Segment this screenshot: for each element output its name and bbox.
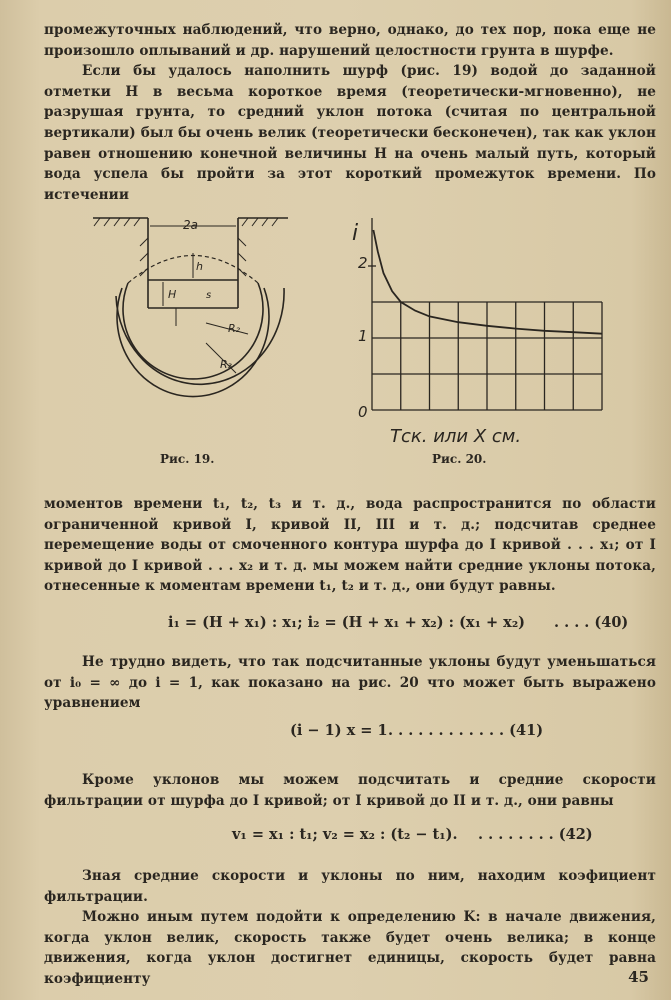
- label-width: 2a: [183, 218, 198, 232]
- equation-41-number: . . . . . . . . . . . . (41): [388, 722, 544, 739]
- label-R3: R₃: [220, 358, 233, 371]
- label-R2: R₂: [228, 322, 241, 335]
- figure-19-pit-diagram: [88, 208, 298, 448]
- figure-19-caption: Рис. 19.: [160, 452, 215, 466]
- y-tick-label: 2: [358, 254, 368, 272]
- text-block-middle: [44, 494, 656, 597]
- label-s: s: [206, 290, 212, 301]
- paragraph: Если бы удалось наполнить шурф (рис. 19) водой до заданной отметки H в весьма короткое время (теоретически-мгновенно), не разрушая грунта, то средний уклон потока (считая по центральной вертикали) был бы очень велик (теоретически бесконечен), так как уклон равен отношению конечной величины H на очень малый путь, который вода успела бы пройти за этот короткий промежуток времени. По истечении: [44, 63, 656, 203]
- paragraph: Можно иным путем подойти к определению K: в начале движения, когда уклон велик, скорость также будет очень велика; в конце движения, когда уклон достигнет единицы, скорость будет равна коэфициенту: [44, 909, 656, 987]
- paragraph: моментов времени t₁, t₂, t₃ и т. д., вода распространится по области ограниченной кривой I, кривой II, III и т. д.; подсчитав среднее перемещение воды от смоченного контура шурфа до I кривой . . . x₁; от I кривой до I кривой . . . x₂ и т. д. мы можем найти средние уклоны потока, отнесенные к моментам времени t₁, t₂ и т. д., они будут равны.: [44, 496, 656, 595]
- page-number: 45: [628, 968, 649, 986]
- text-block-top: [44, 20, 656, 205]
- equation-41: (i − 1) x = 1: [290, 722, 388, 739]
- equation-40: i₁ = (H + x₁) : x₁; i₂ = (H + x₁ + x₂) : (x₁ + x₂): [168, 614, 526, 631]
- equation-40-number: . . . . (40): [554, 614, 629, 631]
- x-axis-label: Tск. или X см.: [390, 426, 522, 447]
- equation-42: v₁ = x₁ : t₁; v₂ = x₂ : (t₂ − t₁).: [232, 826, 458, 843]
- label-H: H: [168, 288, 177, 301]
- label-h: h: [196, 260, 203, 273]
- equation-42-number: . . . . . . . . (42): [478, 826, 593, 843]
- paragraph: Кроме уклонов мы можем подсчитать и средние скорости фильтрации от шурфа до I кривой; от I кривой до II и т. д., они равны: [44, 772, 656, 809]
- y-axis-label: i: [352, 221, 359, 246]
- text-block-eq-intro: [44, 652, 656, 714]
- y-tick-label: 1: [358, 327, 368, 345]
- figure-20-caption: Рис. 20.: [432, 452, 487, 466]
- text-block-velocity: [44, 770, 656, 811]
- series-line-i: [373, 230, 602, 334]
- figure-20-chart: [340, 210, 620, 450]
- text-block-bottom: [44, 866, 656, 990]
- paragraph: Зная средние скорости и уклоны по ним, находим коэфициент фильтрации.: [44, 868, 656, 905]
- paragraph: промежуточных наблюдений, что верно, однако, до тех пор, пока еще не произошло оплываний и др. нарушений целостности грунта в шурфе.: [44, 22, 656, 59]
- paragraph: Не трудно видеть, что так подсчитанные уклоны будут уменьшаться от i₀ = ∞ до i = 1, как показано на рис. 20 что может быть выражено уравнением: [44, 654, 656, 712]
- y-tick-label: 0: [358, 403, 368, 421]
